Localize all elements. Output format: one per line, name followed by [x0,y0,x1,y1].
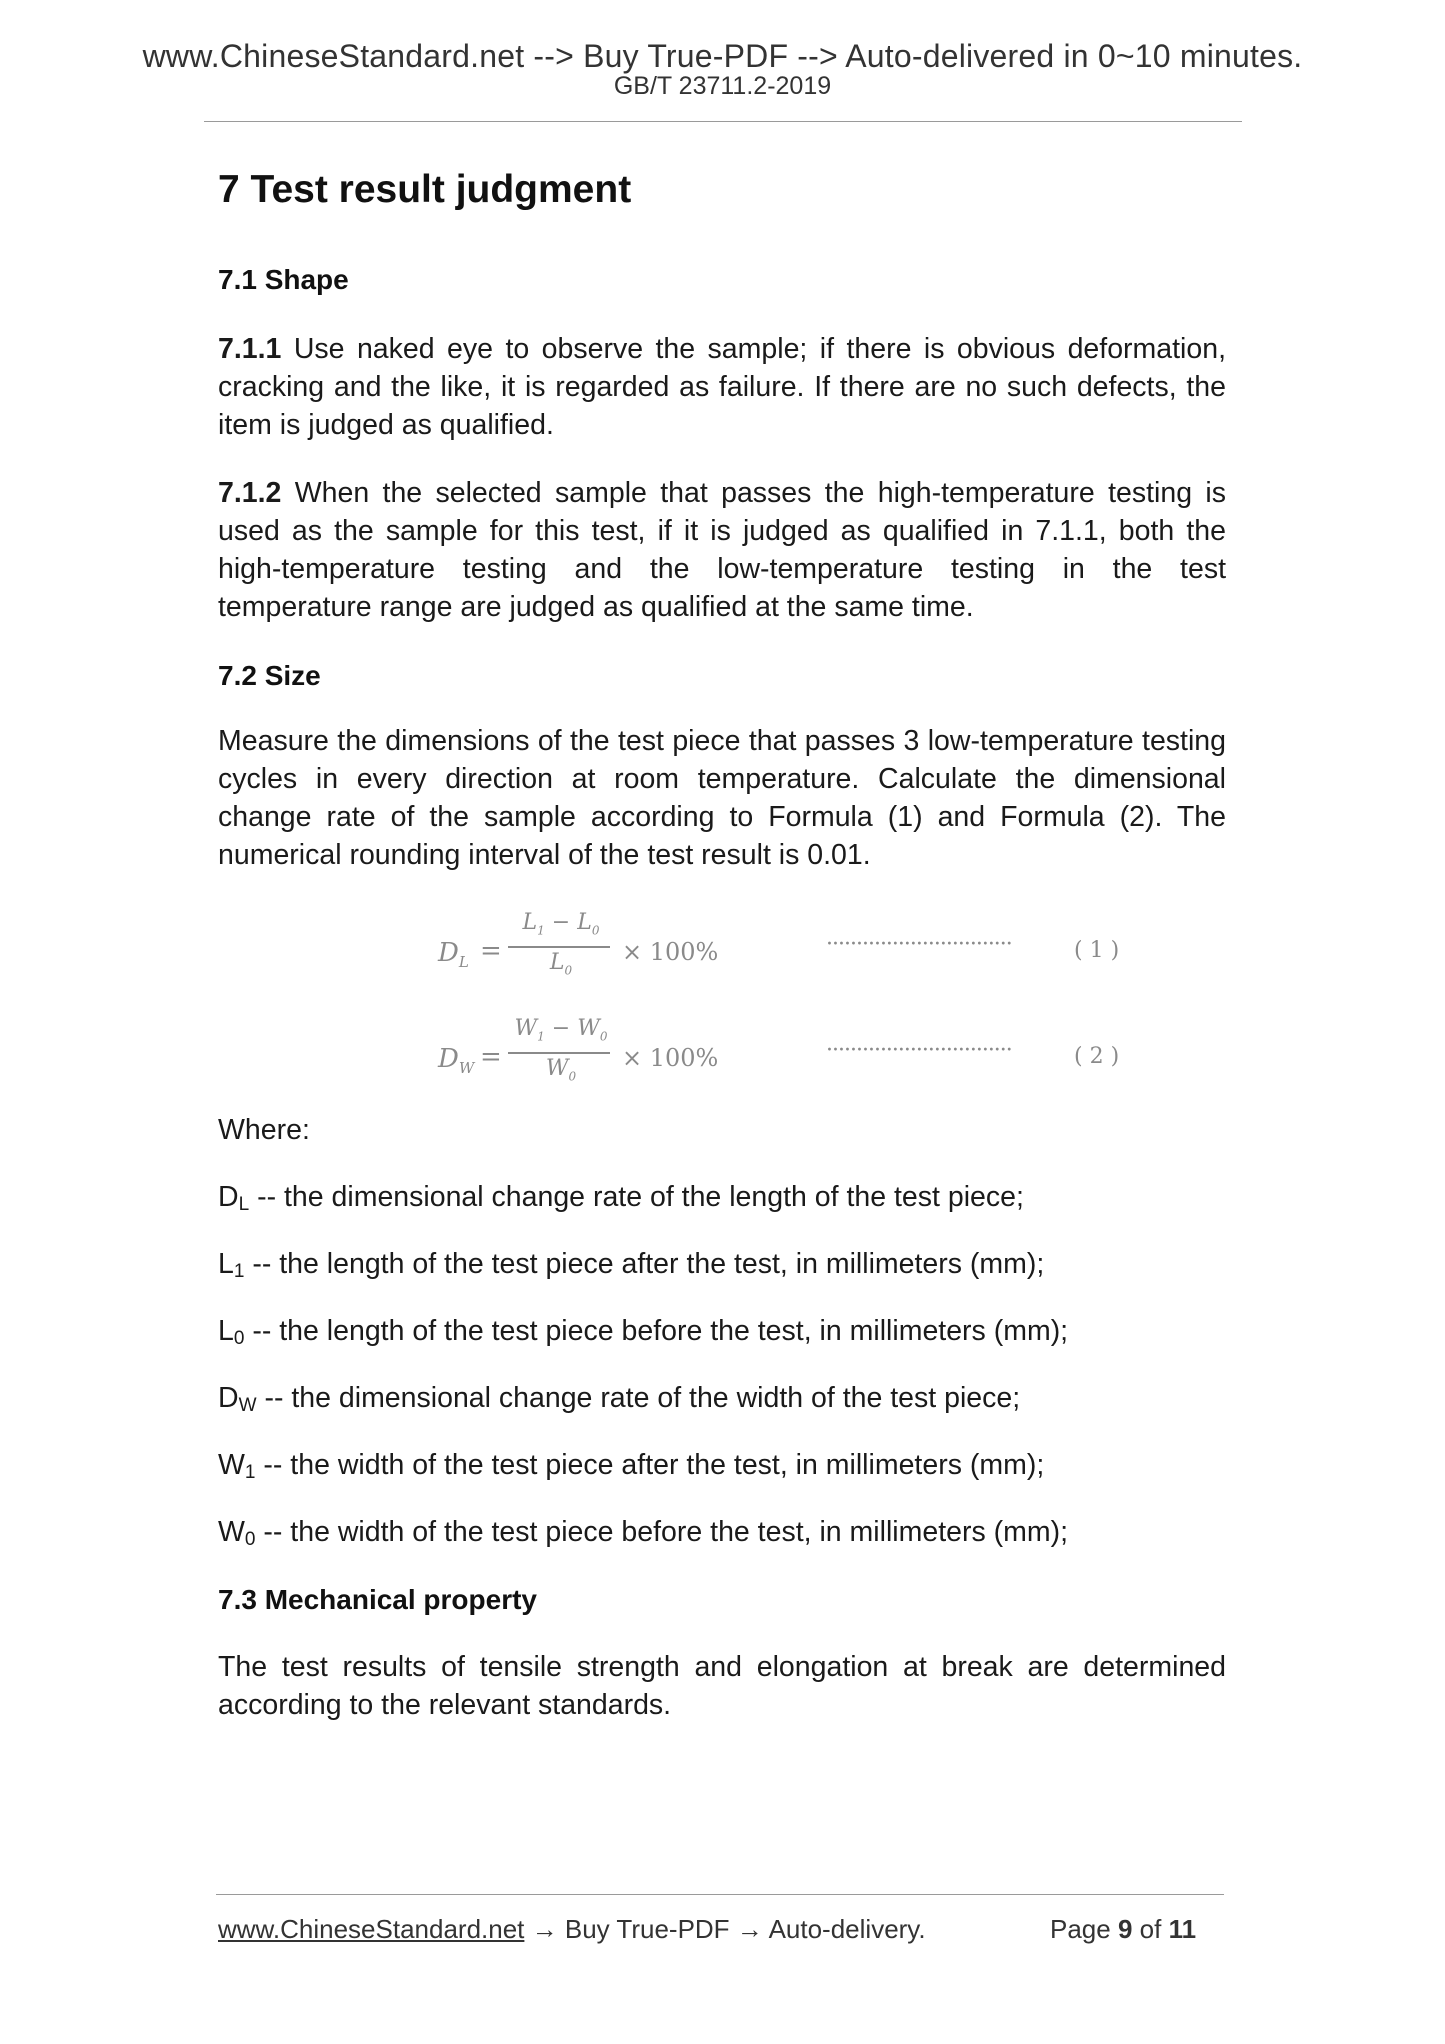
definition-item: $L_1$ -- the length of the test piece after the test, in millimeters (mm); [218,1248,1045,1282]
formula-number: ( 1 ) [1074,938,1120,963]
definition-item: $W_1$ -- the width of the test piece after the test, in millimeters (mm); [218,1449,1045,1483]
fraction-bar [508,1052,610,1054]
paragraph-7-3: The test results of tensile strength and elongation at break are determined according to the relevant standards. [218,1651,1226,1721]
clause-text: Use naked eye to observe the sample; if there is obvious deformation, cracking and the like, it is regarded as failure. If there are no such defects, the item is judged as qualified. [218,333,1226,441]
footer-link[interactable]: www.ChineseStandard.net [218,1914,525,1944]
footer-tail: → Buy True-PDF → Auto-delivery. [524,1914,926,1944]
paragraph-7-1-2 [218,474,1226,626]
paragraph-7-1-1 [218,330,1226,444]
where-label: Where: [218,1114,310,1146]
leader-dots: ······························· [826,1038,1012,1063]
formula-denominator: $L_0$ [549,950,573,978]
clause-number: 7.1.1 [218,333,282,365]
definition-item: $L_0$ -- the length of the test piece before the test, in millimeters (mm); [218,1315,1069,1349]
total-pages: 11 [1168,1914,1197,1944]
footer-note [218,1914,926,1945]
document-number: GB/T 23711.2-2019 [613,72,832,100]
formula-lhs: $D_W$ [438,1044,475,1078]
equals-sign: = [480,936,502,966]
formula-multiplier: × 100% [622,1044,719,1072]
section-7-1-heading: 7.1 Shape [218,264,349,295]
footer-divider [216,1894,1224,1895]
formula-1 [218,910,1120,988]
formula-denominator: $W_0$ [545,1056,577,1084]
clause-number: 7.1.2 [218,477,282,509]
header-divider [204,121,1242,122]
page-indicator: Page 9 of 11 [1050,1914,1197,1944]
formula-2 [218,1016,1120,1094]
definition-item: $W_0$ -- the width of the test piece before the test, in millimeters (mm); [218,1516,1069,1550]
section-7-heading: 7 Test result judgment [218,168,632,211]
clause-text: When the selected sample that passes the high-temperature testing is used as the sample for this test, if it is judged as qualified in 7.1.1, both the high-temperature testing and the low-temperature testing in the test temperature range are judged as qualified at the same time. [218,477,1226,623]
section-7-3-heading: 7.3 Mechanical property [218,1584,538,1615]
formula-numerator: $L_1 - L_0$ [522,910,600,938]
current-page: 9 [1117,1914,1133,1944]
section-7-2-heading: 7.2 Size [218,660,321,691]
formula-multiplier: × 100% [622,938,719,966]
definition-item: $D_W$ -- the dimensional change rate of the width of the test piece; [218,1382,1021,1416]
fraction-bar [508,946,610,948]
formula-numerator: $W_1 - W_0$ [514,1016,608,1044]
leader-dots: ······························· [826,932,1012,957]
equals-sign: = [480,1042,502,1072]
formula-lhs: $D_L$ [438,938,469,972]
formula-number: ( 2 ) [1074,1044,1120,1069]
definition-item: $D_L$ -- the dimensional change rate of the length of the test piece; [218,1181,1024,1215]
paragraph-7-2: Measure the dimensions of the test piece that passes 3 low-temperature testing cycles in every direction at room temperature. Calculate the dimensional change rate of the sample according to Formula (1) and Formula (2). The numerical rounding interval of the test result is 0.01. [218,725,1226,871]
header-banner: www.ChineseStandard.net --> Buy True-PDF --> Auto-delivered in 0~10 minutes. [142,38,1303,74]
